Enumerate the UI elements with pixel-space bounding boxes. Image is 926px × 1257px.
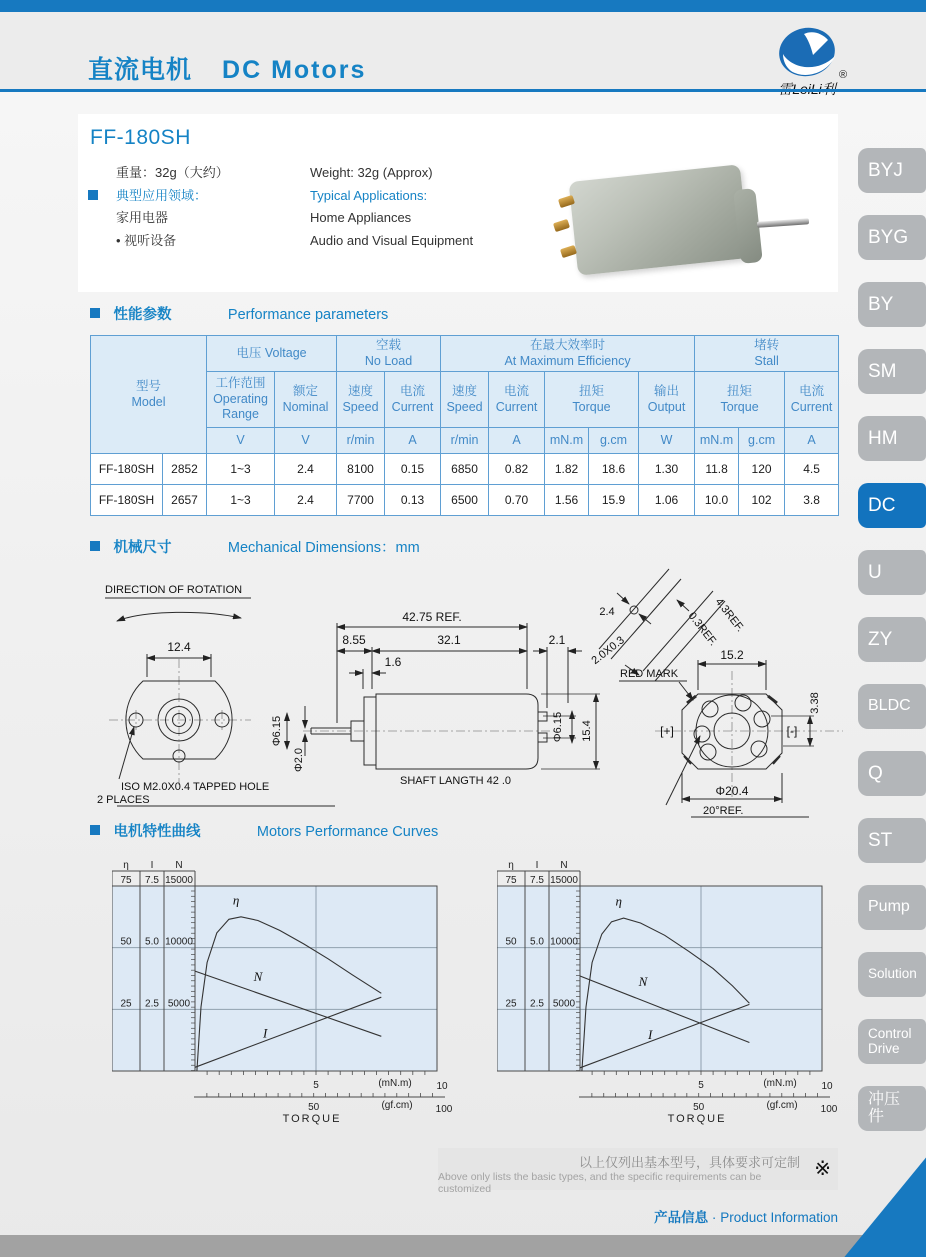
x-tick-gfcm: 100: [435, 1104, 453, 1115]
th-stall-group: 堵转 Stall: [695, 336, 839, 372]
th-current: 电流 Current: [489, 372, 545, 428]
y-axis-tick: 25: [505, 998, 517, 1010]
x-tick-gfcm: 50: [693, 1102, 705, 1113]
x-tick-mnm: 10: [436, 1081, 448, 1092]
y-axis-tick: 15000: [550, 875, 578, 886]
th-current: 电流 Current: [385, 372, 441, 428]
table-cell: 18.6: [589, 454, 639, 485]
section-title-cn: 电机特性曲线: [113, 824, 201, 840]
shaft-length-note: SHAFT LANGTH 42 .0: [400, 775, 512, 787]
x-unit-mnm: (mN.m): [378, 1078, 412, 1089]
section-dimensions: [90, 536, 420, 556]
application-row: [116, 230, 536, 249]
page-title-en: DC Motors: [222, 56, 367, 84]
dim-shaft-dia: Φ2.0: [293, 747, 305, 773]
th-current: 电流 Current: [785, 372, 839, 428]
sidebar-tab-pump[interactable]: [858, 885, 926, 930]
y-axis-tick: 15000: [165, 875, 193, 886]
dim-detail-2-4: 2.4: [599, 606, 615, 618]
sidebar-tab-zy[interactable]: [858, 617, 926, 662]
th-speed: 速度 Speed: [441, 372, 489, 428]
sidebar-tab-label: 件: [868, 1107, 885, 1125]
dim-rear-angle: 20°REF.: [703, 805, 744, 817]
table-cell: 1.06: [639, 485, 695, 516]
th-unit: g.cm: [739, 428, 785, 454]
table-cell: 1.82: [545, 454, 589, 485]
sidebar-tab-label: Q: [868, 762, 883, 784]
section-title-cn: 机械尺寸: [113, 540, 172, 556]
applications-title-cn: 典型应用领域：: [116, 188, 208, 203]
sidebar-tab-label: BY: [868, 293, 894, 315]
dim-1-6: 1.6: [384, 655, 402, 669]
sidebar-tab-label: HM: [868, 427, 898, 449]
sidebar-tab-sm[interactable]: [858, 349, 926, 394]
sidebar-tab-label: BYJ: [868, 159, 903, 181]
application-en: Home Appliances: [310, 210, 412, 225]
y-axis-name: N: [175, 860, 183, 871]
y-axis-tick: 5.0: [145, 936, 159, 948]
performance-chart-2657: [497, 856, 842, 1128]
front-note-1: ISO M2.0X0.4 TAPPED HOLE: [121, 781, 270, 793]
mechanical-drawing: [83, 553, 843, 819]
polarity-minus-label: [-]: [786, 724, 798, 738]
top-accent-bar: [0, 0, 926, 12]
x-unit-gfcm: (gf.cm): [381, 1100, 413, 1111]
product-info-cn: 产品信息: [654, 1210, 709, 1225]
x-tick-mnm: 5: [313, 1080, 319, 1091]
th-unit: A: [489, 428, 545, 454]
weight-row: [116, 162, 536, 181]
y-axis-tick: 10000: [550, 936, 578, 948]
y-axis-name: N: [560, 860, 568, 871]
sidebar-tab-q[interactable]: [858, 751, 926, 796]
dim-terminal-dia: Φ6.15: [552, 711, 564, 743]
y-axis-name: I: [535, 860, 539, 871]
sidebar-tab-bldc[interactable]: [858, 684, 926, 729]
category-sidebar: [858, 0, 926, 1257]
table-cell: 6500: [441, 485, 489, 516]
y-axis-name: η: [123, 860, 129, 871]
table-cell: 4.5: [785, 454, 839, 485]
front-note-2: 2 PLACES: [97, 794, 150, 806]
sidebar-tab-label: ST: [868, 829, 893, 851]
section-title-cn: 性能参数: [113, 307, 172, 323]
red-mark-label: RED MARK: [620, 668, 679, 680]
table-cell: FF-180SH: [91, 485, 163, 516]
sidebar-tab-u[interactable]: [858, 550, 926, 595]
table-cell: 0.82: [489, 454, 545, 485]
motor-terminal: [560, 245, 577, 258]
y-axis-name: I: [150, 860, 154, 871]
brand-logo-icon: [762, 25, 858, 99]
applications-title-en: Typical Applications:: [310, 188, 428, 203]
curve-label-I: I: [263, 1025, 268, 1041]
curve-label-N: N: [253, 968, 263, 984]
table-cell: 2852: [163, 454, 207, 485]
x-tick-gfcm: 50: [308, 1102, 320, 1113]
x-axis-label: TORQUE: [667, 1113, 727, 1125]
direction-of-rotation-label: DIRECTION OF ROTATION: [105, 584, 243, 596]
section-curves: [90, 820, 439, 840]
motor-body: [569, 164, 750, 275]
table-cell: 10.0: [695, 485, 739, 516]
applications-title-row: [116, 185, 536, 204]
product-information-footer: [430, 1206, 838, 1226]
dim-body-height: 15.4: [581, 720, 593, 742]
table-cell: 3.8: [785, 485, 839, 516]
y-axis-tick: 10000: [165, 936, 193, 948]
table-cell: 6850: [441, 454, 489, 485]
motor-shaft: [757, 218, 809, 228]
th-unit: V: [207, 428, 275, 454]
y-axis-name: η: [508, 860, 514, 871]
table-cell: 1.56: [545, 485, 589, 516]
table-row: [91, 485, 839, 516]
table-cell: FF-180SH: [91, 454, 163, 485]
note-en: Above only lists the basic types, and the specific requirements can be customized: [438, 1171, 762, 1195]
th-operating-range: 工作范围 Operating Range: [207, 372, 275, 428]
weight-en: Weight: 32g (Approx): [310, 165, 433, 180]
th-torque: 扭矩 Torque: [545, 372, 639, 428]
sidebar-tab-label: Drive: [868, 1040, 900, 1056]
section-bullet-icon: [90, 308, 100, 318]
y-axis-tick: 50: [120, 936, 132, 948]
table-cell: 15.9: [589, 485, 639, 516]
dim-rear-3-38: 3.38: [809, 692, 821, 714]
th-model: 型号 Model: [91, 336, 207, 454]
x-unit-mnm: (mN.m): [763, 1078, 797, 1089]
y-axis-tick: 75: [505, 875, 517, 886]
table-cell: 8100: [337, 454, 385, 485]
y-axis-tick: 7.5: [530, 875, 544, 886]
logo-registered-mark: ®: [839, 69, 848, 81]
section-performance: [90, 303, 389, 323]
motor-terminal: [553, 219, 570, 232]
model-title: FF-180SH: [90, 126, 191, 149]
section-title-en: Mechanical Dimensions：mm: [227, 540, 420, 556]
y-axis-tick: 2.5: [530, 998, 544, 1010]
th-unit: W: [639, 428, 695, 454]
section-bullet-icon: [90, 541, 100, 551]
table-cell: 1~3: [207, 454, 275, 485]
polarity-plus-label: [+]: [660, 724, 674, 738]
th-unit: A: [785, 428, 839, 454]
y-axis-tick: 7.5: [145, 875, 159, 886]
sidebar-tab-byj[interactable]: [858, 148, 926, 193]
table-cell: 1~3: [207, 485, 275, 516]
curve-label-η: η: [615, 893, 622, 909]
sidebar-tab-hm[interactable]: [858, 416, 926, 461]
curve-label-I: I: [648, 1026, 653, 1042]
sidebar-tab-dc[interactable]: [858, 483, 926, 528]
curve-label-η: η: [232, 892, 240, 908]
table-cell: 2.4: [275, 485, 337, 516]
section-title-en: Motors Performance Curves: [256, 824, 439, 840]
y-axis-tick: 2.5: [145, 998, 159, 1010]
performance-table: [90, 335, 839, 516]
dim-rear-width: 15.2: [720, 648, 744, 662]
page-header: [0, 12, 926, 89]
th-unit: V: [275, 428, 337, 454]
sidebar-tab-冲压件[interactable]: [858, 1086, 926, 1131]
table-cell: 0.70: [489, 485, 545, 516]
sidebar-tab-label: U: [868, 561, 882, 583]
th-unit: mN.m: [545, 428, 589, 454]
performance-table-body: [91, 454, 839, 516]
th-torque: 扭矩 Torque: [695, 372, 785, 428]
header-divider: [0, 89, 926, 92]
dim-front-width: 12.4: [167, 640, 191, 654]
customization-note: [438, 1148, 838, 1195]
applications-bullet-icon: [88, 190, 98, 200]
product-info-en: Product Information: [720, 1210, 838, 1225]
x-axis-label: TORQUE: [282, 1113, 342, 1125]
th-unit: g.cm: [589, 428, 639, 454]
sidebar-tab-by[interactable]: [858, 282, 926, 327]
sidebar-tab-label: BYG: [868, 226, 909, 248]
th-noload-group: 空载 No Load: [337, 336, 441, 372]
table-row: [91, 454, 839, 485]
sidebar-tab-label: BLDC: [868, 697, 911, 715]
dim-32-1: 32.1: [437, 633, 461, 647]
section-title-en: Performance parameters: [227, 307, 389, 323]
table-cell: 1.30: [639, 454, 695, 485]
y-axis-tick: 25: [120, 998, 132, 1010]
y-axis-tick: 75: [120, 875, 132, 886]
sidebar-tab-control-drive[interactable]: [858, 1019, 926, 1064]
dim-detail-2-0x0-3: 2.0X0.3: [589, 634, 627, 668]
dim-2-1: 2.1: [548, 633, 566, 647]
sidebar-tab-label: 冲压: [868, 1090, 901, 1108]
note-cn: 以上仅列出基本型号，具体要求可定制: [578, 1155, 800, 1170]
y-axis-tick: 50: [505, 936, 517, 948]
section-bullet-icon: [90, 825, 100, 835]
dim-detail-4-3ref: 4.3REF.: [712, 596, 747, 635]
sidebar-tab-byg[interactable]: [858, 215, 926, 260]
dim-rear-dia: Φ20.4: [715, 784, 749, 798]
page-title: [88, 50, 366, 86]
reference-mark-icon: ※: [814, 1158, 831, 1180]
performance-chart-2852: [112, 856, 457, 1128]
table-cell: 102: [739, 485, 785, 516]
th-unit: r/min: [337, 428, 385, 454]
x-unit-gfcm: (gf.cm): [766, 1100, 798, 1111]
table-cell: 0.15: [385, 454, 441, 485]
product-photo: [545, 163, 815, 288]
weight-cn: 重量：32g（大约）: [116, 165, 229, 180]
table-cell: 2657: [163, 485, 207, 516]
th-nominal: 额定 Nominal: [275, 372, 337, 428]
sidebar-tab-label: DC: [868, 494, 896, 516]
sidebar-tab-label: Solution: [868, 966, 917, 982]
bottom-bar: [0, 1235, 926, 1257]
dim-8-55: 8.55: [342, 633, 366, 647]
th-unit: r/min: [441, 428, 489, 454]
table-cell: 11.8: [695, 454, 739, 485]
sidebar-tab-st[interactable]: [858, 818, 926, 863]
y-axis-tick: 5000: [552, 998, 576, 1010]
table-cell: 0.13: [385, 485, 441, 516]
application-en: Audio and Visual Equipment: [310, 233, 474, 248]
product-info-separator: ·: [711, 1210, 717, 1225]
page-title-cn: 直流电机: [88, 56, 193, 84]
th-speed: 速度 Speed: [337, 372, 385, 428]
application-row: [116, 207, 536, 226]
x-tick-mnm: 5: [698, 1080, 704, 1091]
application-cn: 家用电器: [116, 210, 169, 225]
y-axis-tick: 5000: [167, 998, 191, 1010]
dim-detail-0-3ref: 0.3REF.: [685, 610, 720, 649]
th-output: 输出 Output: [639, 372, 695, 428]
dim-total-length: 42.75 REF.: [402, 610, 462, 624]
table-cell: 120: [739, 454, 785, 485]
x-tick-gfcm: 100: [820, 1104, 838, 1115]
application-cn: • 视听设备: [116, 233, 177, 248]
sidebar-tab-label: ZY: [868, 628, 893, 650]
table-cell: 2.4: [275, 454, 337, 485]
table-cell: 7700: [337, 485, 385, 516]
th-unit: A: [385, 428, 441, 454]
th-unit: mN.m: [695, 428, 739, 454]
y-axis-tick: 5.0: [530, 936, 544, 948]
sidebar-tab-solution[interactable]: [858, 952, 926, 997]
curve-label-N: N: [638, 973, 648, 989]
dim-bush-dia: Φ6.15: [271, 715, 283, 747]
th-maxeff-group: 在最大效率时 At Maximum Efficiency: [441, 336, 695, 372]
x-tick-mnm: 10: [821, 1081, 833, 1092]
th-voltage-group: 电压 Voltage: [207, 336, 337, 372]
sidebar-tab-label: Pump: [868, 898, 910, 916]
sidebar-tab-label: SM: [868, 360, 897, 382]
sidebar-tab-label: Control: [868, 1026, 912, 1042]
